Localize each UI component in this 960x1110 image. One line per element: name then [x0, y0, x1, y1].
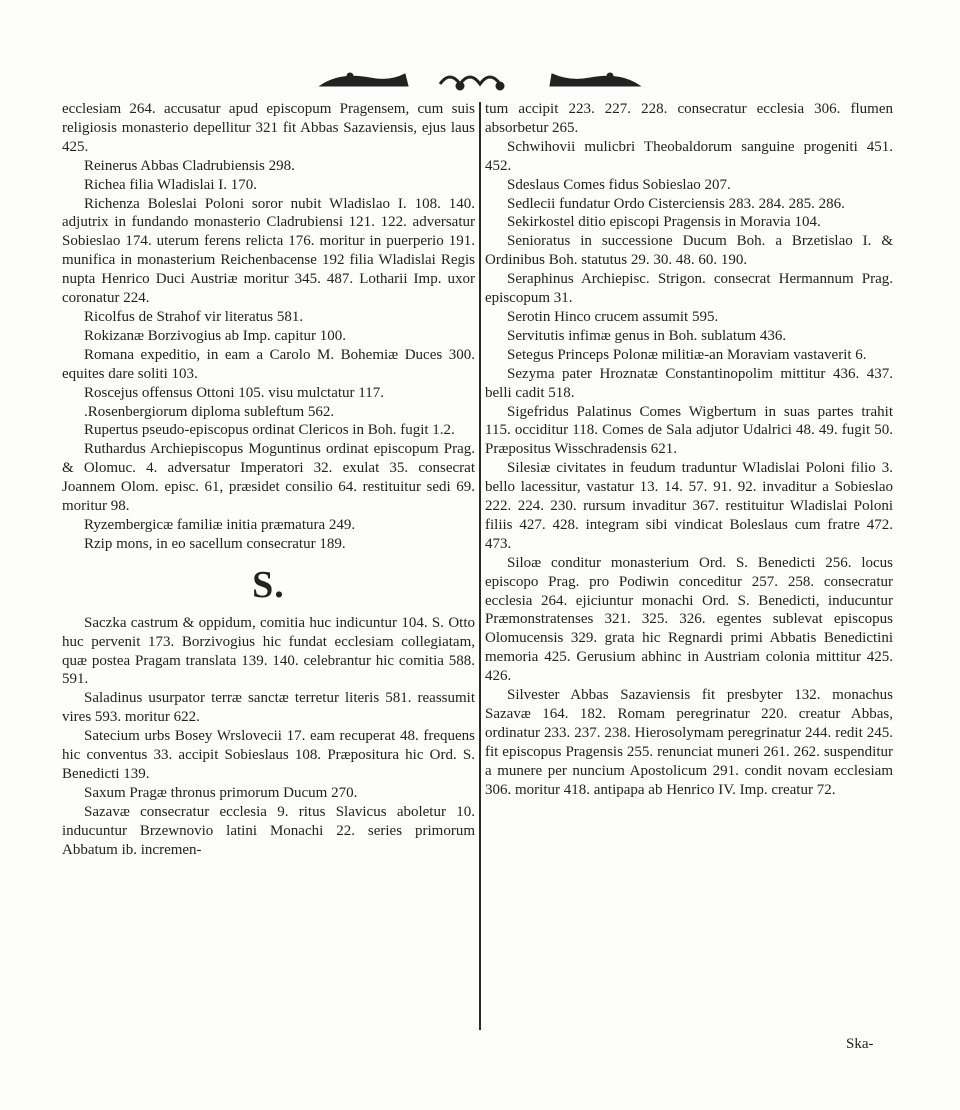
index-entry: Roscejus offensus Ottoni 105. visu mulctatur 117.	[84, 384, 384, 401]
index-entry: Sezyma pater Hroznatæ Constantinopolim mittitur 436. 437. belli cadit 518.	[485, 365, 893, 401]
index-entry: Saczka castrum & oppidum, comitia huc indicuntur 104. S. Otto huc pervenit 173. Borzivogius hic fundat ecclesiam collegiatam, quæ postea Pragam translata 139. 140. celebrantur hic comitia 588. 591.	[62, 614, 475, 688]
index-entry: Saxum Pragæ thronus primorum Ducum 270.	[84, 784, 358, 801]
index-entry: Ryzembergicæ familiæ initia præmatura 249.	[84, 516, 356, 533]
right-column	[485, 100, 893, 800]
index-entry: .Rosenbergiorum diploma subleftum 562.	[84, 403, 335, 420]
index-entry: Romana expeditio, in eam a Carolo M. Bohemiæ Duces 300. equites dare soliti 103.	[62, 346, 475, 382]
index-entry: Sekirkostel ditio episcopi Pragensis in Moravia 104.	[507, 214, 821, 231]
index-entry: ecclesiam 264. accusatur apud episcopum Pragensem, cum suis religiosis monasterio depellitur 321 fit Abbas Sazaviensis, ejus laus 425.	[62, 101, 475, 155]
index-entry: Siloæ conditur monasterium Ord. S. Benedicti 256. locus episcopo Prag. pro Podiwin conceditur 257. 258. consecratur ecclesia 264. ejiciuntur monachi Ord. S. Benedicti, inducuntur Præmonstratenses 321. 325. 326. egentes sublevat episcopus Olomucensis 329. grata hic Regnardi primi Abbatis Benedictini memoria 425. Gerusium abhinc in Austriam colonia mittitur 425. 426.	[485, 554, 893, 685]
index-entry: Rupertus pseudo-episcopus ordinat Clericos in Boh. fugit 1.2.	[84, 422, 455, 439]
index-entry: Ricolfus de Strahof vir literatus 581.	[84, 308, 304, 325]
index-entry: Reinerus Abbas Cladrubiensis 298.	[84, 157, 295, 174]
index-entry: Ruthardus Archiepiscopus Moguntinus ordinat episcopum Prag. & Olomuc. 4. adversatur Imperatori 32. exulat 35. consecrat Joannem Olom. episc. 61, præsidet consilio 64. restituitur sedi 69. moritur 98.	[62, 441, 475, 515]
index-entry: Satecium urbs Bosey Wrslovecii 17. eam recuperat 48. frequens hic conventus 33. accipit Sobieslaus 108. Præpositura hic Ord. S. Benedicti 139.	[62, 728, 475, 782]
index-entry: Sigefridus Palatinus Comes Wigbertum in suas partes trahit 115. occiditur 118. Comes de Sala adjutor Udalrici 48. 49. fugit 50. Præpositus Wisschradensis 621.	[485, 403, 893, 458]
index-entry: Schwihovii mulicbri Theobaldorum sanguine progeniti 451. 452.	[485, 138, 893, 174]
index-entry: Saladinus usurpator terræ sanctæ terretur literis 581. reassumit vires 593. moritur 622.	[62, 690, 475, 726]
column-divider	[479, 102, 481, 1030]
index-entry: Silesiæ civitates in feudum traduntur Wladislai Poloni filio 3. bello lacessitur, vastatur 13. 14. 57. 91. 92. invaditur a Sobieslao 222. 224. 230. rursum invaditur 367. restituitur Wladislai Poloni filiis 427. 428. integram sibi vindicat Boleslaus cum fratre 472. 473.	[485, 460, 893, 552]
index-entry: tum accipit 223. 227. 228. consecratur ecclesia 306. flumen absorbetur 265.	[485, 101, 893, 136]
index-entry: Silvester Abbas Sazaviensis fit presbyter 132. monachus Sazavæ 164. 182. Romam peregrinatur 220. creatur Abbas, ordinatur 233. 237. 238. Hierosolymam peregrinatur 244. redit 245. fit episcopus Pragensis 255. renunciat muneri 261. 262. suspenditur a munere per nuncium Apostolicum 291. condit novam ecclesiam 306. moritur 418. antipapa ab Henrico IV. Imp. creatur 72.	[485, 687, 893, 798]
ornament-headpiece-icon	[310, 64, 650, 94]
section-letter: S.	[252, 563, 285, 606]
index-entry: Sazavæ consecratur ecclesia 9. ritus Slavicus aboletur 10. inducuntur Brzewnovio latini Monachi 22. series primorum Abbatum ib. incremen-	[62, 803, 475, 858]
catchword: Ska-	[846, 1036, 874, 1052]
left-column	[62, 100, 475, 860]
index-entry: Rokizanæ Borzivogius ab Imp. capitur 100.	[84, 327, 347, 344]
index-entry: Rzip mons, in eo sacellum consecratur 189.	[84, 535, 346, 552]
index-entry: Richea filia Wladislai I. 170.	[84, 176, 258, 193]
index-entry: Serotin Hinco crucem assumit 595.	[507, 308, 719, 325]
index-entry: Sdeslaus Comes fidus Sobieslao 207.	[507, 176, 731, 193]
index-entry: Setegus Princeps Polonæ militiæ-an Moraviam vastaverit 6.	[507, 346, 867, 363]
index-entry: Richenza Boleslai Poloni soror nubit Wladislao I. 108. 140. adjutrix in fundando monasterio Cladrubiensi 121. 122. adversatur Sobieslao 174. uterum ferens relicta 176. moritur in puerperio 191. munifica in monasterium Reichenbacense 192 filia Wladislai Regis nupta Henrico Duci Austriæ moritur 345. 487. Lotharii Imp. uxor coronatur 224.	[62, 195, 475, 307]
index-entry: Sedlecii fundatur Ordo Cisterciensis 283. 284. 285. 286.	[507, 195, 845, 212]
index-entry: Senioratus in successione Ducum Boh. a Brzetislao I. & Ordinibus Boh. statutus 29. 30. 48. 60. 190.	[485, 233, 893, 269]
index-entry: Seraphinus Archiepisc. Strigon. consecrat Hermannum Prag. episcopum 31.	[485, 271, 893, 307]
index-entry: Servitutis infimæ genus in Boh. sublatum 436.	[507, 327, 787, 344]
